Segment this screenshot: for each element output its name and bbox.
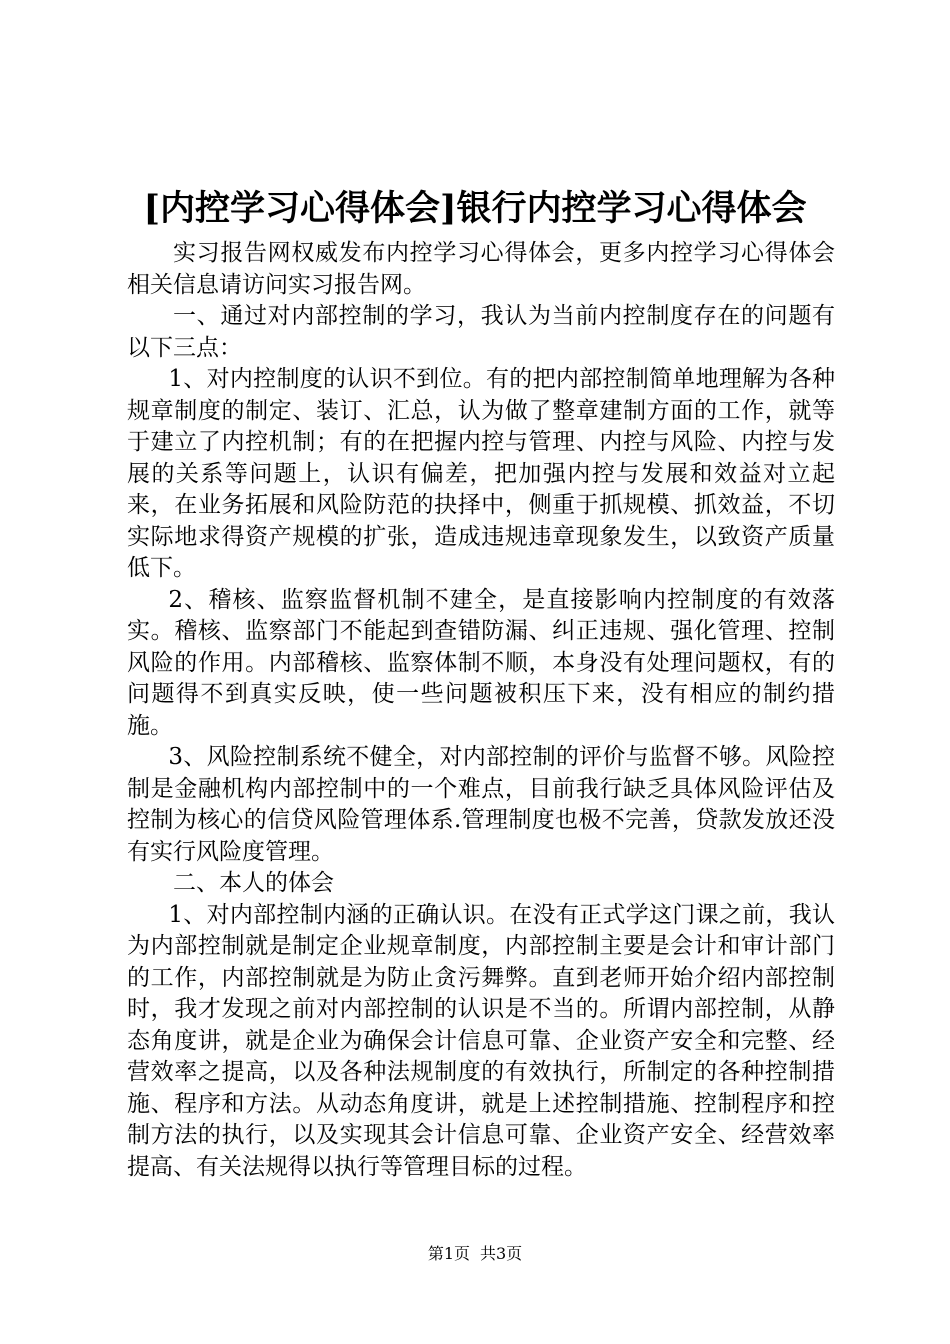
document-body	[127, 238, 835, 1183]
problem-one-paragraph: 1、对内控制度的认识不到位。有的把内部控制简单地理解为各种规章制度的制定、装订、汇总，认为做了整章建制方面的工作，就等于建立了内控机制；有的在把握内控与管理、内控与风险、内控与发展的关系等问题上，认识有偏差，把加强内控与发展和效益对立起来，在业务拓展和风险防范的抉择中，侧重于抓规模、抓效益，不切实际地求得资产规模的扩张，造成违规违章现象发生，以致资产质量低下。	[127, 366, 835, 581]
section-two-heading: 二、本人的体会	[173, 870, 334, 896]
intro-paragraph: 实习报告网权威发布内控学习心得体会，更多内控学习心得体会相关信息请访问实习报告网。	[127, 240, 835, 298]
page-number: 第1页	[427, 1244, 470, 1263]
page-total: 共3页	[480, 1244, 523, 1263]
problem-three-paragraph: 3、风险控制系统不健全，对内部控制的评价与监督不够。风险控制是金融机构内部控制中的一个难点，目前我行缺乏具体风险评估及控制为核心的信贷风险管理体系.管理制度也极不完善，贷款发放还没有实行风险度管理。	[127, 744, 835, 865]
section-one-heading: 一、通过对内部控制的学习，我认为当前内控制度存在的问题有以下三点：	[127, 303, 835, 361]
document-title: [内控学习心得体会]银行内控学习心得体会	[143, 188, 807, 229]
problem-two-paragraph: 2、稽核、监察监督机制不建全，是直接影响内控制度的有效落实。稽核、监察部门不能起到查错防漏、纠正违规、强化管理、控制风险的作用。内部稽核、监察体制不顺，本身没有处理问题权，有的问题得不到真实反映，使一些问题被积压下来，没有相应的制约措施。	[127, 586, 835, 739]
page-footer	[0, 1243, 950, 1265]
experience-one-paragraph: 1、对内部控制内涵的正确认识。在没有正式学这门课之前，我认为内部控制就是制定企业规章制度，内部控制主要是会计和审计部门的工作，内部控制就是为防止贪污舞弊。直到老师开始介绍内部控制时，我才发现之前对内部控制的认识是不当的。所谓内部控制，从静态角度讲，就是企业为确保会计信息可靠、企业资产安全和完整、经营效率之提高，以及各种法规制度的有效执行，所制定的各种控制措施、程序和方法。从动态角度讲，就是上述控制措施、控制程序和控制方法的执行，以及实现其会计信息可靠、企业资产安全、经营效率提高、有关法规得以执行等管理目标的过程。	[127, 901, 835, 1180]
